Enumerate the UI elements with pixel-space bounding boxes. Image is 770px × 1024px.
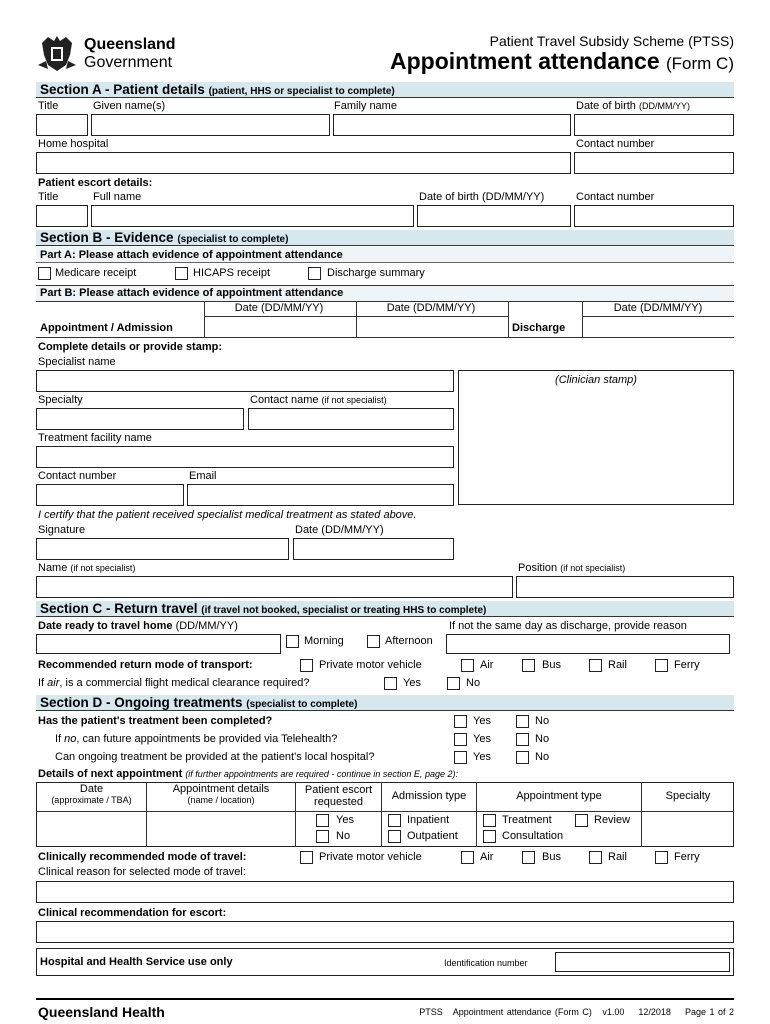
return-air-checkbox[interactable] <box>461 659 474 672</box>
col-appt-text: Appointment details <box>172 783 270 795</box>
air-clearance-question <box>38 677 309 689</box>
signature-input[interactable] <box>36 538 289 560</box>
section-b-header <box>36 230 734 246</box>
next-appointment-label <box>38 768 458 780</box>
specialist-name-label: Specialist name <box>38 356 116 368</box>
details-next-note: (if further appointments are required - continue in section E, page 2): <box>185 769 458 779</box>
contact-name-label <box>250 394 387 406</box>
clinical-escort-input[interactable] <box>36 921 734 943</box>
escort-yes-checkbox[interactable] <box>316 814 329 827</box>
col-date-sub: (approximate / TBA) <box>51 795 132 805</box>
next-appt-details-input[interactable] <box>147 812 295 846</box>
footer-doc: Appointment attendance (Form C) <box>452 1007 592 1017</box>
hicaps-label: HICAPS receipt <box>193 267 271 279</box>
q2-rest: , can future appointments be provided via Telehealth? <box>76 733 338 745</box>
appointment-admission-label: Appointment / Admission <box>40 322 173 334</box>
dob-text: Date of birth <box>576 100 636 112</box>
escort-full-name-input[interactable] <box>91 205 414 227</box>
dob-input[interactable] <box>574 114 734 136</box>
section-c-title: Section C - Return travel <box>40 601 198 616</box>
position-note: (if not specialist) <box>560 563 626 573</box>
contact-name-input[interactable] <box>248 408 454 430</box>
hhs-use-label: Hospital and Health Service use only <box>40 956 233 968</box>
section-b-note: (specialist to complete) <box>177 234 289 245</box>
recommended-mode-label: Recommended return mode of transport: <box>38 659 253 671</box>
outpatient-checkbox[interactable] <box>388 830 401 843</box>
discharge-summary-checkbox[interactable] <box>308 267 321 280</box>
specialist-name-input[interactable] <box>36 370 454 392</box>
col-appt-type-header: Appointment type <box>516 790 602 802</box>
clin-private-checkbox[interactable] <box>300 851 313 864</box>
given-name-label: Given name(s) <box>93 100 166 112</box>
escort-yes-label: Yes <box>336 814 354 826</box>
medicare-label: Medicare receipt <box>55 267 137 279</box>
family-name-label: Family name <box>334 100 397 112</box>
return-ferry-label: Ferry <box>674 659 700 671</box>
escort-dob-input[interactable] <box>417 205 571 227</box>
section-d-note: (specialist to complete) <box>246 699 358 710</box>
name-text: Name <box>38 562 68 574</box>
col-appt-sub: (name / location) <box>187 795 255 805</box>
clinician-stamp-label: (Clinician stamp) <box>555 374 637 386</box>
clin-ferry-checkbox[interactable] <box>655 851 668 864</box>
rule <box>36 337 734 338</box>
name-note: (if not specialist) <box>70 563 136 573</box>
section-a-title: Section A - Patient details <box>40 82 205 97</box>
facility-name-input[interactable] <box>36 446 454 468</box>
rule <box>508 301 509 337</box>
date-header-1: Date (DD/MM/YY) <box>234 302 324 314</box>
qld-government-logo <box>36 33 196 75</box>
q1-yes-label: Yes <box>473 715 491 727</box>
clin-bus-checkbox[interactable] <box>522 851 535 864</box>
section-a-header <box>36 82 734 98</box>
consultation-checkbox[interactable] <box>483 830 496 843</box>
telehealth-question <box>55 733 337 745</box>
escort-no-checkbox[interactable] <box>316 830 329 843</box>
not-same-day-label: If not the same day as discharge, provide reason <box>449 620 687 632</box>
part-a-label: Part A: Please attach evidence of appointment attendance <box>40 249 343 261</box>
q1-no-label: No <box>535 715 550 727</box>
patient-title-input[interactable] <box>36 114 88 136</box>
footer-rule <box>36 998 734 1000</box>
section-d-title: Section D - Ongoing treatments <box>40 695 243 710</box>
q2-no-label: No <box>535 733 550 745</box>
clin-private-label: Private motor vehicle <box>319 851 422 863</box>
date-header-3: Date (DD/MM/YY) <box>613 302 703 314</box>
position-text: Position <box>518 562 558 574</box>
escort-heading: Patient escort details: <box>38 177 153 189</box>
return-bus-label: Bus <box>542 659 561 671</box>
specialty-label: Specialty <box>38 394 83 406</box>
q3-yes-checkbox[interactable] <box>454 751 467 764</box>
footer-org: Queensland Health <box>38 1004 165 1020</box>
date-ready-label <box>38 620 238 632</box>
part-b-label: Part B: Please attach evidence of appointment attendance <box>40 287 344 299</box>
clin-air-checkbox[interactable] <box>461 851 474 864</box>
clearance-yes-checkbox[interactable] <box>384 677 397 690</box>
col-date-text: Date <box>79 783 104 795</box>
date-ready-format: (DD/MM/YY) <box>175 620 238 632</box>
section-c-note: (if travel not booked, specialist or treating HHS to complete) <box>201 605 487 616</box>
logo-line2: Government <box>84 54 173 71</box>
discharge-label: Discharge <box>512 322 566 334</box>
q2-yes-checkbox[interactable] <box>454 733 467 746</box>
family-name-input[interactable] <box>333 114 571 136</box>
specialty-input[interactable] <box>36 408 244 430</box>
appt-date-2-input[interactable] <box>357 317 507 336</box>
sig-date-input[interactable] <box>293 538 454 560</box>
clin-bus-label: Bus <box>542 851 561 863</box>
return-bus-checkbox[interactable] <box>522 659 535 672</box>
escort-title-label: Title <box>38 191 59 203</box>
home-hospital-input[interactable] <box>36 152 571 174</box>
footer-doc-info <box>419 1007 734 1017</box>
q3-no-label: No <box>535 751 550 763</box>
if-text: If <box>38 677 48 689</box>
outpatient-label: Outpatient <box>407 830 458 842</box>
clinical-mode-label: Clinically recommended mode of travel: <box>38 851 247 863</box>
morning-checkbox[interactable] <box>286 635 299 648</box>
local-hospital-question: Can ongoing treatment be provided at the patient's local hospital? <box>55 751 375 763</box>
specialist-contact-input[interactable] <box>36 484 184 506</box>
clinical-reason-label: Clinical reason for selected mode of travel: <box>38 866 246 878</box>
clin-rail-checkbox[interactable] <box>589 851 602 864</box>
return-ferry-checkbox[interactable] <box>655 659 668 672</box>
col-specialty-header: Specialty <box>665 790 711 802</box>
escort-contact-label: Contact number <box>576 191 655 203</box>
return-private-label: Private motor vehicle <box>319 659 422 671</box>
contact-number-input[interactable] <box>574 152 734 174</box>
section-b-title: Section B - Evidence <box>40 230 174 245</box>
discharge-date-input[interactable] <box>583 317 733 336</box>
contact-number-label: Contact number <box>576 138 655 150</box>
escort-full-name-label: Full name <box>93 191 142 203</box>
medicare-checkbox[interactable] <box>38 267 51 280</box>
clinician-stamp-area[interactable] <box>458 370 734 505</box>
hicaps-checkbox[interactable] <box>175 267 188 280</box>
clin-air-label: Air <box>480 851 494 863</box>
id-number-input[interactable] <box>555 952 730 972</box>
sig-date-label: Date (DD/MM/YY) <box>295 524 384 536</box>
name-input[interactable] <box>36 576 513 598</box>
q2-pre: If <box>55 733 65 745</box>
q2-yes-label: Yes <box>473 733 491 745</box>
home-hospital-label: Home hospital <box>38 138 109 150</box>
col-date-header <box>37 784 146 806</box>
contact-name-note: (if not specialist) <box>321 395 387 405</box>
return-rail-checkbox[interactable] <box>589 659 602 672</box>
q1-yes-checkbox[interactable] <box>454 715 467 728</box>
coat-of-arms-icon <box>36 35 78 73</box>
certify-statement: I certify that the patient received specialist medical treatment as stated above. <box>38 509 417 521</box>
title-label: Title <box>38 100 59 112</box>
appt-date-1-input[interactable] <box>205 317 355 336</box>
treatment-checkbox[interactable] <box>483 814 496 827</box>
dob-label <box>576 100 690 112</box>
email-label: Email <box>189 470 217 482</box>
logo-line1: Queensland <box>84 36 176 53</box>
clearance-no-label: No <box>466 677 481 689</box>
position-label <box>518 562 625 574</box>
clinical-reason-input[interactable] <box>36 881 734 903</box>
q1-no-checkbox[interactable] <box>516 715 529 728</box>
air-word: air <box>47 677 60 689</box>
return-private-checkbox[interactable] <box>300 659 313 672</box>
section-c-header <box>36 601 734 617</box>
morning-label: Morning <box>304 635 344 647</box>
inpatient-checkbox[interactable] <box>388 814 401 827</box>
email-input[interactable] <box>187 484 454 506</box>
section-d-header <box>36 695 734 711</box>
escort-contact-input[interactable] <box>574 205 734 227</box>
scheme-name: Patient Travel Subsidy Scheme (PTSS) <box>489 33 734 49</box>
col-appt-header <box>147 784 295 806</box>
review-checkbox[interactable] <box>575 814 588 827</box>
col-admission-header: Admission type <box>391 790 467 802</box>
afternoon-label: Afternoon <box>385 635 433 647</box>
col-escort-header: Patient escort requested <box>304 784 373 808</box>
escort-dob-label: Date of birth (DD/MM/YY) <box>419 191 545 203</box>
clin-ferry-label: Ferry <box>674 851 700 863</box>
details-next-text: Details of next appointment <box>38 768 183 780</box>
consultation-label: Consultation <box>502 830 564 842</box>
id-number-label: Identification number <box>444 958 528 968</box>
q2-no-word: no <box>64 733 77 745</box>
treatment-label: Treatment <box>502 814 552 826</box>
inpatient-label: Inpatient <box>407 814 450 826</box>
reason-input[interactable] <box>446 634 730 654</box>
position-input[interactable] <box>516 576 734 598</box>
name-label <box>38 562 135 574</box>
return-rail-label: Rail <box>608 659 627 671</box>
title-text: Appointment attendance <box>390 48 660 74</box>
treatment-completed-question: Has the patient's treatment been completed? <box>38 715 273 727</box>
clinical-escort-label: Clinical recommendation for escort: <box>38 907 227 919</box>
clin-rail-label: Rail <box>608 851 627 863</box>
form-title <box>390 48 734 75</box>
signature-label: Signature <box>38 524 86 536</box>
review-label: Review <box>594 814 631 826</box>
q3-no-checkbox[interactable] <box>516 751 529 764</box>
footer-code: PTSS <box>419 1007 443 1017</box>
given-names-input[interactable] <box>91 114 330 136</box>
next-date-input[interactable] <box>37 812 146 846</box>
complete-details-label: Complete details or provide stamp: <box>38 341 222 353</box>
facility-name-label: Treatment facility name <box>38 432 152 444</box>
section-a-note: (patient, HHS or specialist to complete) <box>208 86 395 97</box>
date-ready-text: Date ready to travel home <box>38 620 173 632</box>
return-air-label: Air <box>480 659 494 671</box>
clearance-no-checkbox[interactable] <box>447 677 460 690</box>
afternoon-checkbox[interactable] <box>367 635 380 648</box>
contact-name-text: Contact name <box>250 394 319 406</box>
contact-number-label: Contact number <box>38 470 117 482</box>
escort-no-label: No <box>336 830 351 842</box>
form-label: (Form C) <box>666 54 734 73</box>
dob-format: (DD/MM/YY) <box>638 101 690 111</box>
clearance-yes-label: Yes <box>403 677 421 689</box>
footer-date: 12/2018 <box>638 1007 671 1017</box>
date-header-2: Date (DD/MM/YY) <box>386 302 476 314</box>
if-air-rest: , is a commercial flight medical clearance required? <box>59 677 310 689</box>
discharge-summary-label: Discharge summary <box>327 267 425 279</box>
next-specialty-input[interactable] <box>642 812 733 846</box>
footer-version: v1.00 <box>602 1007 625 1017</box>
footer-page: Page 1 of 2 <box>684 1007 734 1017</box>
escort-title-input[interactable] <box>36 205 88 227</box>
date-ready-input[interactable] <box>36 634 281 654</box>
q3-yes-label: Yes <box>473 751 491 763</box>
q2-no-checkbox[interactable] <box>516 733 529 746</box>
